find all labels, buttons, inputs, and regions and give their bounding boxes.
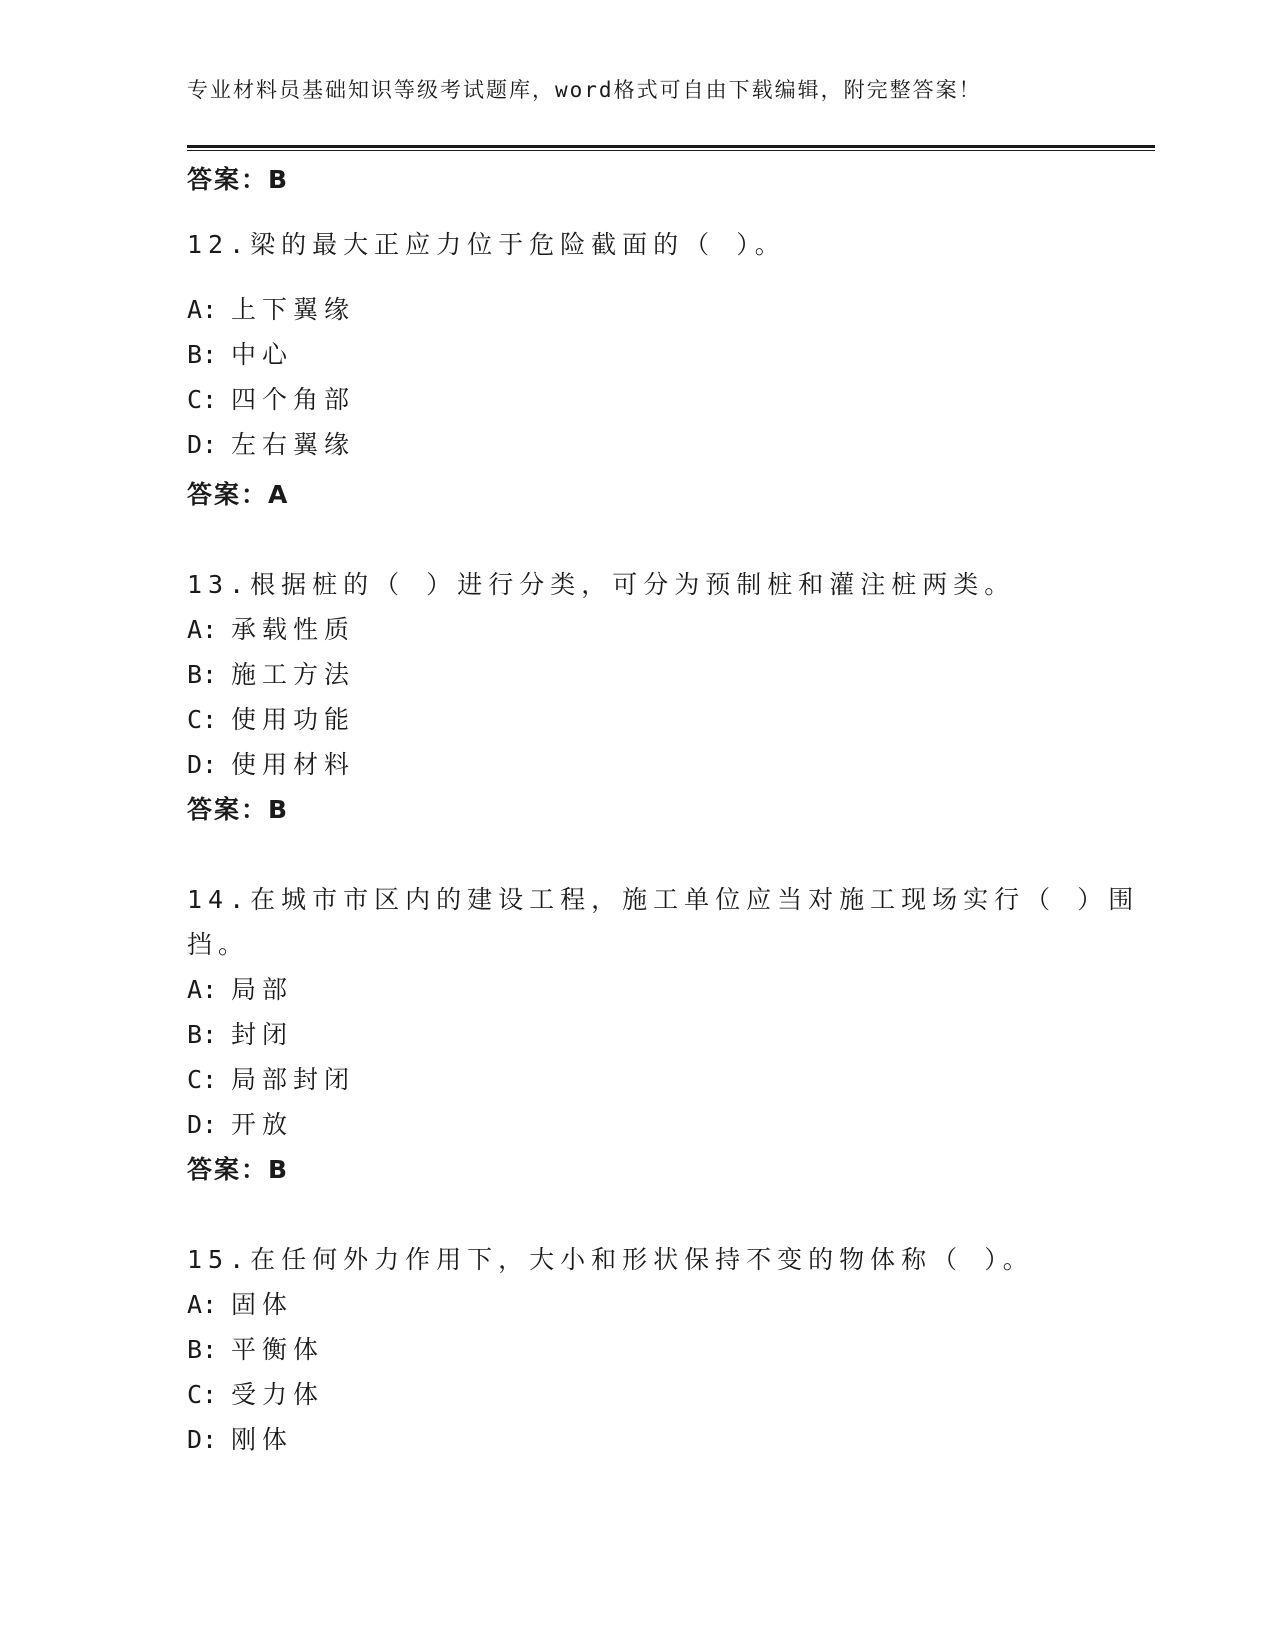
option-letter: C:	[187, 1380, 218, 1409]
option-text: 受力体	[231, 1380, 325, 1409]
option-letter: B:	[187, 1020, 218, 1049]
question-13-option-a	[187, 610, 355, 646]
question-12-option-c	[187, 380, 355, 416]
option-text: 使用功能	[231, 705, 356, 734]
option-letter: B:	[187, 340, 218, 369]
header-rule-thick	[187, 145, 1155, 148]
option-text: 固体	[231, 1290, 294, 1319]
option-letter: C:	[187, 705, 218, 734]
question-14-option-b	[187, 1015, 293, 1051]
option-letter: D:	[187, 1110, 218, 1139]
option-letter: C:	[187, 1065, 218, 1094]
option-letter: A:	[187, 975, 218, 1004]
question-15-option-d	[187, 1420, 293, 1456]
question-15-option-a	[187, 1285, 293, 1321]
option-text: 刚体	[231, 1425, 294, 1454]
page-header: 专业材料员基础知识等级考试题库，word格式可自由下载编辑，附完整答案！	[187, 78, 982, 102]
question-12-option-d	[187, 425, 355, 461]
option-letter: B:	[187, 1335, 218, 1364]
question-13-option-b	[187, 655, 355, 691]
option-text: 局部封闭	[231, 1065, 356, 1094]
option-text: 承载性质	[231, 615, 356, 644]
option-text: 施工方法	[231, 660, 356, 689]
option-letter: D:	[187, 1425, 218, 1454]
question-14-option-a	[187, 970, 293, 1006]
header-rule-thin	[187, 150, 1155, 151]
question-13-option-d	[187, 745, 355, 781]
option-text: 使用材料	[231, 750, 356, 779]
option-letter: D:	[187, 750, 218, 779]
option-letter: B:	[187, 660, 218, 689]
option-text: 四个角部	[231, 385, 356, 414]
option-letter: A:	[187, 1290, 218, 1319]
question-14-answer: 答案：B	[187, 1155, 290, 1184]
option-letter: D:	[187, 430, 218, 459]
option-letter: A:	[187, 615, 218, 644]
option-text: 局部	[231, 975, 294, 1004]
question-12-stem: 12.梁的最大正应力位于危险截面的（ ）。	[187, 230, 786, 259]
question-12-option-b	[187, 335, 293, 371]
question-14-stem-line2: 挡。	[187, 930, 250, 959]
question-14-stem-line1: 14.在城市市区内的建设工程，施工单位应当对施工现场实行（ ）围	[187, 885, 1140, 914]
previous-answer: 答案：B	[187, 165, 290, 194]
question-12-option-a	[187, 290, 355, 326]
option-text: 上下翼缘	[231, 295, 356, 324]
question-15-option-b	[187, 1330, 324, 1366]
question-13-option-c	[187, 700, 355, 736]
question-12-answer: 答案：A	[187, 480, 290, 509]
question-13-stem: 13.根据桩的（ ）进行分类，可分为预制桩和灌注桩两类。	[187, 570, 1016, 599]
option-text: 开放	[231, 1110, 294, 1139]
question-15-option-c	[187, 1375, 324, 1411]
option-text: 平衡体	[231, 1335, 325, 1364]
question-14-option-c	[187, 1060, 355, 1096]
question-14-option-d	[187, 1105, 293, 1141]
option-letter: A:	[187, 295, 218, 324]
question-15-stem: 15.在任何外力作用下，大小和形状保持不变的物体称（ ）。	[187, 1245, 1034, 1274]
option-letter: C:	[187, 385, 218, 414]
option-text: 封闭	[231, 1020, 294, 1049]
option-text: 中心	[231, 340, 294, 369]
option-text: 左右翼缘	[231, 430, 356, 459]
question-13-answer: 答案：B	[187, 795, 290, 824]
